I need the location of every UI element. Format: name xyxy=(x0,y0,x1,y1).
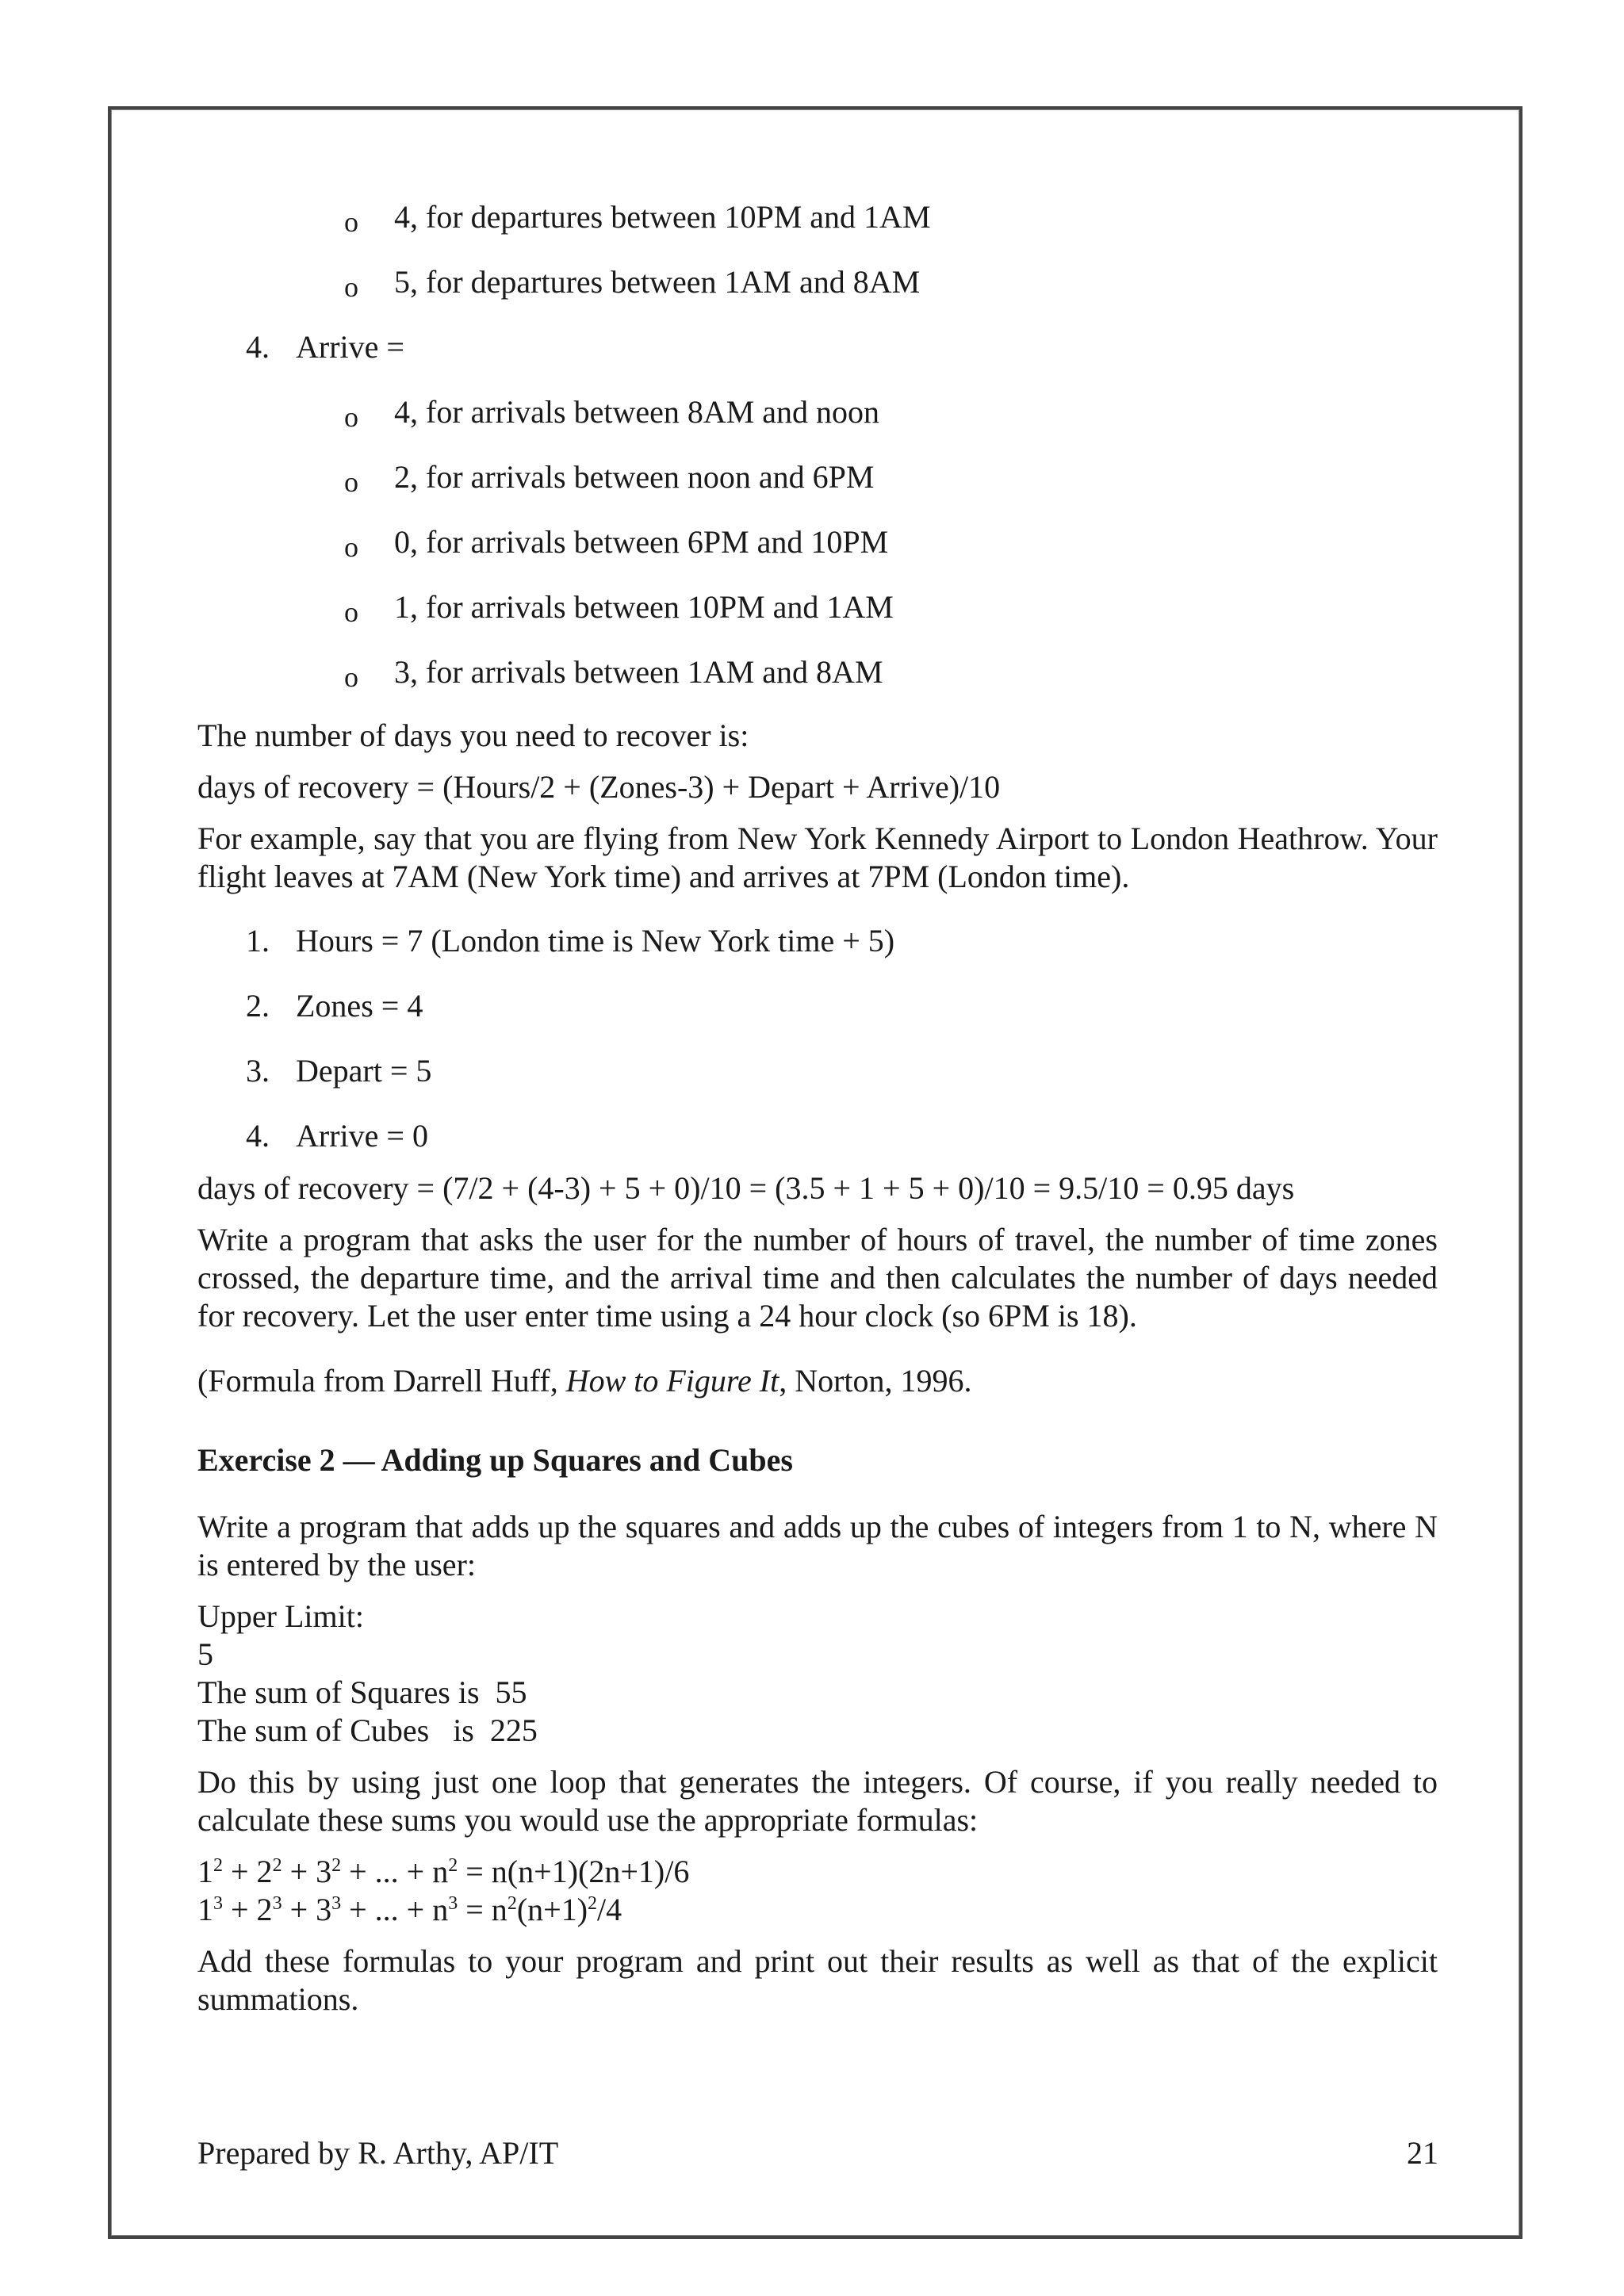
sample-output-line: The sum of Squares is 55 xyxy=(197,1674,527,1710)
formula-cubes: $1^3 + 2^3 + 3^3$ + ... + $n^3 = n^2(n+1)^2/4$ xyxy=(197,1892,622,1927)
step-number: 4. xyxy=(246,1118,270,1154)
loop-paragraph: Do this by using just one loop that generates the integers. Of course, if you really needed to calculate these sums you would use the appropriate formulas: xyxy=(197,1764,1438,1838)
arrive-heading: Arrive = xyxy=(296,329,404,365)
step-number: 1. xyxy=(246,923,270,959)
bullet-glyph: o xyxy=(344,466,358,498)
arrive-bullet-3: 0, for arrivals between 6PM and 10PM xyxy=(394,524,889,560)
step-number: 3. xyxy=(246,1053,270,1089)
depart-bullet-2: 5, for departures between 1AM and 8AM xyxy=(394,264,921,300)
citation xyxy=(197,1362,1438,1400)
exercise-2-heading: Exercise 2 — Adding up Squares and Cubes xyxy=(197,1442,793,1478)
step-number: 2. xyxy=(246,988,270,1024)
final-paragraph: Add these formulas to your program and print out their results as well as that of the explicit summations. xyxy=(197,1943,1438,2017)
bullet-glyph: o xyxy=(344,401,358,433)
arrive-bullet-2: 2, for arrivals between noon and 6PM xyxy=(394,459,875,495)
citation-prefix: (Formula from Darrell Huff, xyxy=(197,1363,566,1399)
bullet-glyph: o xyxy=(344,661,358,693)
bullet-glyph: o xyxy=(344,531,358,563)
step-zones: Zones = 4 xyxy=(296,988,423,1024)
sample-output-line: Upper Limit: xyxy=(197,1598,364,1634)
arrive-bullet-5: 3, for arrivals between 1AM and 8AM xyxy=(394,654,883,690)
bullet-glyph: o xyxy=(344,271,358,303)
arrive-bullet-1: 4, for arrivals between 8AM and noon xyxy=(394,394,880,430)
example-result: days of recovery = (7/2 + (4-3) + 5 + 0)/10 = (3.5 + 1 + 5 + 0)/10 = 9.5/10 = 0.95 days xyxy=(197,1170,1295,1206)
depart-bullet-1: 4, for departures between 10PM and 1AM xyxy=(394,199,931,235)
sample-output-line: 5 xyxy=(197,1636,213,1672)
formula-squares: $1^2 + 2^2 + 3^2$ + ... + $n^2 = n(n+1)(2n+1)/6$ xyxy=(197,1854,690,1889)
citation-suffix: , Norton, 1996. xyxy=(779,1363,972,1399)
exercise-2-paragraph: Write a program that adds up the squares and adds up the cubes of integers from 1 to N, where N is entered by the user: xyxy=(197,1509,1438,1582)
sample-output-line: The sum of Cubes is 225 xyxy=(197,1712,538,1748)
arrive-number: 4. xyxy=(246,329,270,365)
bullet-glyph: o xyxy=(344,206,358,238)
citation-title: How to Figure It xyxy=(565,1363,779,1399)
arrive-bullet-4: 1, for arrivals between 10PM and 1AM xyxy=(394,589,894,625)
step-hours: Hours = 7 (London time is New York time + 5) xyxy=(296,923,895,959)
recover-intro: The number of days you need to recover is: xyxy=(197,718,749,753)
example-paragraph: For example, say that you are flying from New York Kennedy Airport to London Heathrow. Your flight leaves at 7AM (New York time) and arrives at 7PM (London time). xyxy=(197,821,1438,894)
bullet-glyph: o xyxy=(344,596,358,628)
page-number: 21 xyxy=(1407,2135,1438,2171)
footer-author: Prepared by R. Arthy, AP/IT xyxy=(197,2135,559,2171)
step-arrive: Arrive = 0 xyxy=(296,1118,428,1154)
program-paragraph: Write a program that asks the user for the number of hours of travel, the number of time zones crossed, the departure time, and the arrival time and then calculates the number of days needed for recovery. Let the user enter time using a 24 hour clock (so 6PM is 18). xyxy=(197,1222,1438,1334)
recover-formula: days of recovery = (Hours/2 + (Zones-3) + Depart + Arrive)/10 xyxy=(197,769,1001,805)
step-depart: Depart = 5 xyxy=(296,1053,432,1089)
